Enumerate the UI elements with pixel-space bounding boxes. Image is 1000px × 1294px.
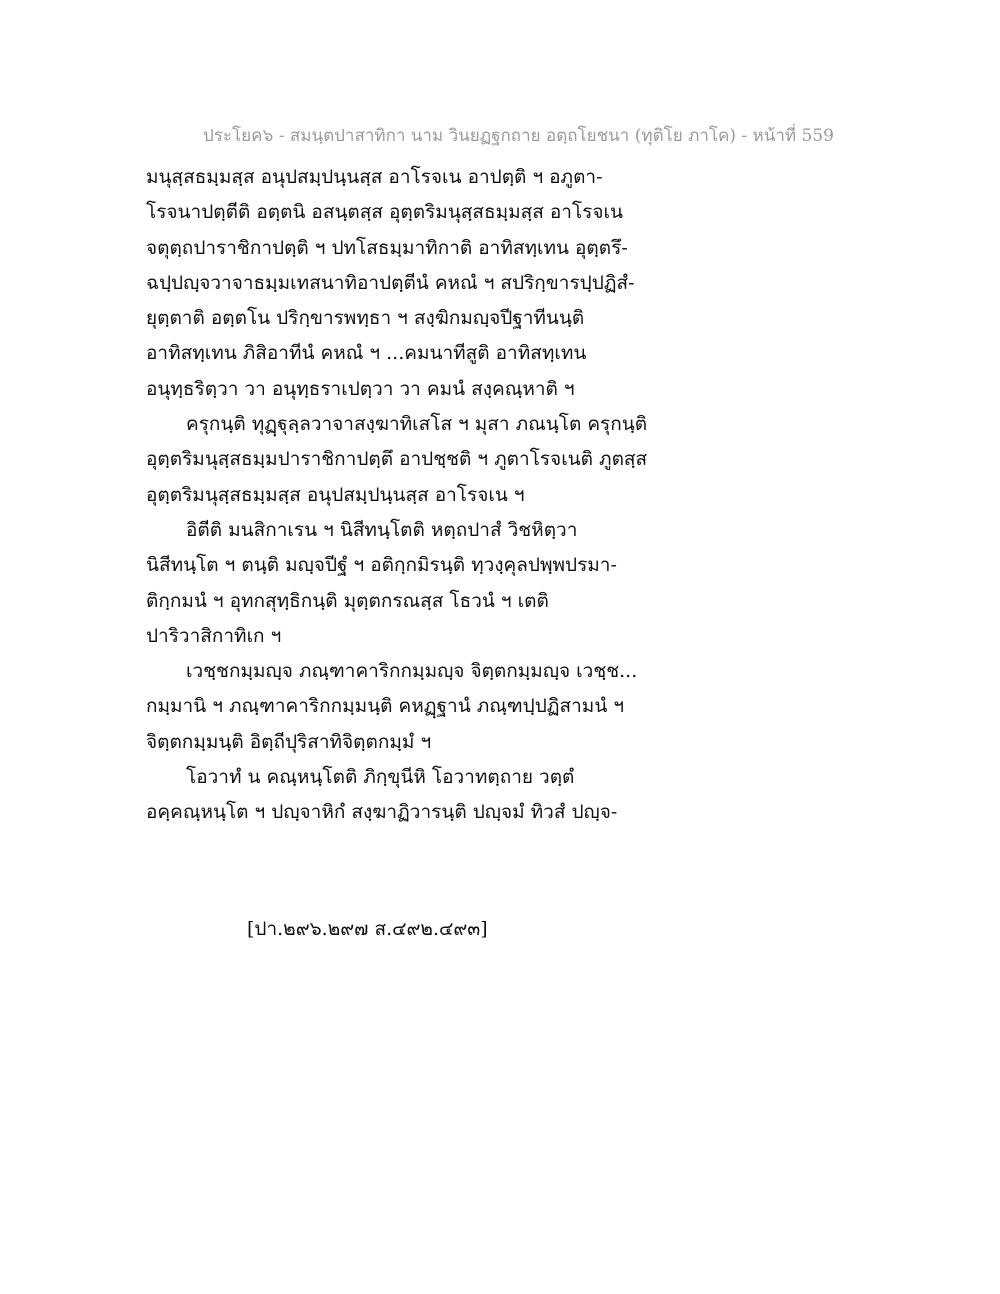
text-line: ติกฺกมนํ ฯ อุทกสุทฺธิกนฺติ มุตฺตกรณสฺส โธวนํ ฯ เตติ xyxy=(146,589,549,612)
text-line: อนุทฺธริตฺวา วา อนุทฺธราเปตฺวา วา คมนํ สงฺคณฺหาติ ฯ xyxy=(146,377,575,400)
paragraph-first-line: อิตีติ มนสิกาเรน ฯ นิสีทนฺโตติ หตฺถปาสํ วิชหิตฺวา xyxy=(186,518,578,541)
text-line: จิตฺตกมฺมนฺติ อิตฺถีปุริสาทิจิตฺตกมฺมํ ฯ xyxy=(146,730,432,753)
paragraph-first-line: ครุกนฺติ ทุฏฺฐุลฺลวาจาสงฺฆาทิเสโส ฯ มุสา ภณนฺโต ครุกนฺติ xyxy=(186,413,648,436)
paragraph-first-line: โอวาทํ น คณฺหนฺโตติ ภิกฺขุนีหิ โอวาทตฺถาย วตฺตํ xyxy=(186,766,575,789)
text-line: มนุสฺสธมฺมสฺส อนุปสมฺปนฺนสฺส อาโรจเน อาปตฺติ ฯ อภูตา- xyxy=(146,166,603,188)
text-line: อุตฺตริมนุสฺสธมฺมปาราชิกาปตฺตึ อาปชฺชติ ฯ ภูตาโรจเนติ ภูตสฺส xyxy=(146,448,648,471)
body-text xyxy=(146,160,666,831)
text-line: จตุตฺถปาราชิกาปตฺติ ฯ ปทโสธมฺมาทิกาติ อาทิสทฺเทน อุตฺตรึ- xyxy=(146,236,628,259)
text-line: นิสีทนฺโต ฯ ตนฺติ มญฺจปีฐํ ฯ อติกฺกมิรนฺติ ทฺวงฺคุลปพฺพปรมา- xyxy=(146,554,617,577)
running-header: ประโยค๖ - สมนฺตปาสาทิกา นาม วินยฏฐกถาย อตฺถโยชนา (ทุติโย ภาโค) - หน้าที่ 559 xyxy=(203,126,834,146)
page-reference: [ปา.๒๙๖.๒๙๗ ส.๔๙๒.๔๙๓] xyxy=(247,918,488,940)
text-line: ยุตฺตาติ อตฺตโน ปริกฺขารพทฺธา ฯ สงฺฆิกมญฺจปีฐาทีนนฺติ xyxy=(146,307,585,330)
text-line: อาทิสทฺเทน ภิสิอาทีนํ คหณํ ฯ ...คมนาทีสูติ อาทิสทฺเทน xyxy=(146,342,587,365)
text-line: โรจนาปตฺตีติ อตฺตนิ อสนฺตสฺส อุตฺตริมนุสฺสธมฺมสฺส อาโรจเน xyxy=(146,201,623,224)
text-line: กมฺมานิ ฯ ภณฺฑาคาริกกมฺมนฺติ คหฏฺฐานํ ภณฺฑปฺปฏิสามนํ ฯ xyxy=(146,695,625,718)
text-line: ฉปฺปญฺจวาจาธมฺมเทสนาทิอาปตฺตีนํ คหณํ ฯ สปริกฺขารปฺปฏิสํ- xyxy=(146,271,635,294)
text-line: อคฺคณฺหนฺโต ฯ ปญฺจาหิกํ สงฺฆาฏิวารนฺติ ปญฺจมํ ทิวสํ ปญฺจ- xyxy=(146,801,618,824)
paragraph-first-line: เวชฺชกมฺมญฺจ ภณฺฑาคาริกกมฺมญฺจ จิตฺตกมฺมญฺจ เวชฺช... xyxy=(186,660,638,683)
text-line: อุตฺตริมนุสฺสธมฺมสฺส อนุปสมฺปนฺนสฺส อาโรจเน ฯ xyxy=(146,483,525,506)
text-line: ปาริวาสิกาทิเก ฯ xyxy=(146,624,282,647)
